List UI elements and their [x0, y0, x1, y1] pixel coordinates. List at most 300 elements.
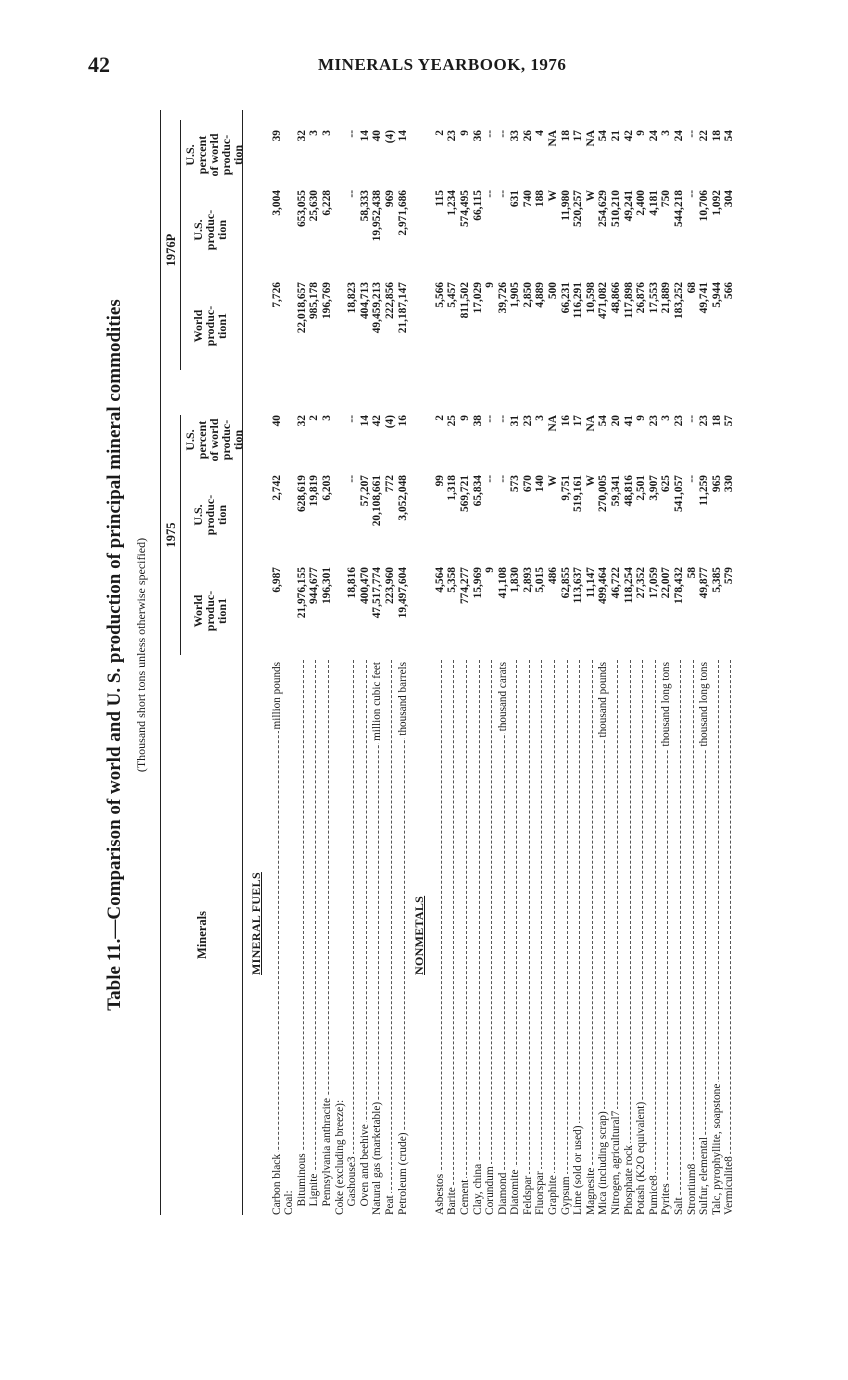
table-row — [334, 95, 347, 1215]
row-value-0: 19,497,604 — [396, 567, 409, 619]
row-label-text: Strontium8 — [685, 1163, 698, 1215]
row-label — [283, 660, 296, 1215]
row-value-5: 14 — [396, 130, 409, 142]
row-value-3: 5,566 — [433, 282, 446, 308]
top-rule — [160, 110, 161, 1215]
table-row — [497, 95, 510, 1215]
nonmetal-rows — [434, 95, 736, 1215]
table-row — [686, 95, 699, 1215]
running-head: MINERALS YEARBOOK, 1976 — [318, 55, 567, 74]
row-label — [334, 660, 347, 1215]
row-unit: thousand long tons — [698, 662, 711, 747]
row-value-3: 404,713 — [358, 282, 371, 320]
row-value-4: 19,952,438 — [371, 190, 384, 242]
row-value-5: NA — [584, 130, 597, 147]
row-value-2: 16 — [559, 415, 572, 427]
row-value-4: 3,004 — [270, 190, 283, 216]
row-label-text: Pennsylvania anthracite — [320, 1097, 333, 1215]
row-value-0: 486 — [547, 567, 560, 585]
row-value-0: 400,470 — [358, 567, 371, 605]
table-row — [434, 95, 447, 1215]
row-value-1: -- — [484, 475, 497, 483]
row-value-2: 17 — [572, 415, 585, 427]
row-value-3: 5,944 — [710, 282, 723, 308]
row-value-2: 42 — [371, 415, 384, 427]
row-value-2: 3 — [320, 415, 333, 421]
table-row — [484, 95, 497, 1215]
table-body — [246, 95, 736, 1215]
row-unit: thousand barrels — [396, 662, 409, 736]
row-value-1: 519,161 — [572, 475, 585, 513]
row-label-text: Gypsum — [559, 1176, 572, 1215]
row-label — [623, 660, 636, 1215]
row-label-text: Diamond — [496, 1172, 509, 1215]
table-row — [660, 95, 673, 1215]
row-label-text: Potash (K2O equivalent) — [635, 1101, 648, 1215]
row-value-2: 31 — [509, 415, 522, 427]
row-label — [434, 660, 447, 1215]
row-value-3: 9 — [484, 282, 497, 288]
row-value-2: -- — [484, 415, 497, 423]
row-value-5: NA — [547, 130, 560, 147]
row-value-3: 10,598 — [584, 282, 597, 314]
row-value-4: 49,241 — [622, 190, 635, 222]
row-value-4: 2,971,686 — [396, 190, 409, 236]
row-value-0: 178,432 — [673, 567, 685, 605]
table-row — [534, 95, 547, 1215]
row-value-4: 631 — [509, 190, 522, 208]
row-value-2: 14 — [358, 415, 371, 427]
row-value-5: 54 — [723, 130, 736, 142]
table-row — [648, 95, 661, 1215]
row-value-2: 25 — [446, 415, 459, 427]
table-row — [346, 95, 359, 1215]
row-value-0: 41,108 — [496, 567, 509, 599]
row-unit: million pounds — [270, 662, 283, 730]
row-value-4: 544,218 — [673, 190, 685, 228]
row-value-3: 49,459,213 — [371, 282, 384, 334]
row-value-3: 22,018,657 — [295, 282, 308, 334]
row-value-1: -- — [685, 475, 698, 483]
row-label — [446, 660, 459, 1215]
row-value-3: 49,741 — [698, 282, 711, 314]
row-value-2: NA — [584, 415, 597, 432]
row-label-text: Coke (excluding breeze): — [333, 1099, 346, 1215]
row-label — [723, 660, 736, 1215]
row-value-4: -- — [346, 190, 359, 198]
row-value-5: -- — [346, 130, 359, 138]
row-value-5: -- — [496, 130, 509, 138]
row-value-0: 223,960 — [383, 567, 396, 605]
header-rule — [242, 110, 243, 1215]
year-1975-header: 1975 — [164, 522, 178, 548]
col-world-1975: World produc- tion1 — [191, 590, 229, 632]
rotated-table — [96, 95, 786, 1215]
row-value-1: 2,742 — [270, 475, 283, 501]
row-value-4: 750 — [660, 190, 673, 208]
row-value-4: 115 — [433, 190, 446, 207]
row-label — [711, 660, 724, 1215]
row-label — [397, 660, 410, 1215]
row-value-5: 4 — [534, 130, 547, 136]
row-label-text: Bituminous — [295, 1153, 308, 1215]
row-value-4: 653,055 — [295, 190, 308, 228]
row-label — [547, 660, 560, 1215]
row-label-text: Diatomite — [509, 1169, 522, 1215]
row-label — [673, 660, 686, 1215]
row-value-5: 32 — [295, 130, 308, 142]
row-value-2: 9 — [458, 415, 471, 421]
table-row — [560, 95, 573, 1215]
row-label — [484, 660, 497, 1215]
row-value-3: 17,553 — [647, 282, 660, 314]
row-value-0: 62,855 — [559, 567, 572, 599]
table-row — [547, 95, 560, 1215]
row-value-1: 9,751 — [559, 475, 572, 501]
col-pct-1976: U.S. percent of world produc- tion — [183, 133, 245, 177]
row-value-4: 25,630 — [308, 190, 321, 222]
row-label — [635, 660, 648, 1215]
row-value-5: 33 — [509, 130, 522, 142]
row-label-text: Phosphate rock — [622, 1145, 635, 1215]
row-label-text: Petroleum (crude) — [396, 1132, 409, 1215]
row-value-3: 26,876 — [635, 282, 648, 314]
row-value-4: 740 — [521, 190, 534, 208]
row-value-0: 18,816 — [346, 567, 359, 599]
row-value-4: W — [547, 190, 560, 202]
row-label-text: Oven and beehive — [358, 1124, 371, 1215]
row-value-3: 68 — [685, 282, 698, 294]
row-value-2: 23 — [647, 415, 660, 427]
row-value-1: 625 — [660, 475, 673, 493]
row-label-text: Graphite — [547, 1175, 560, 1215]
row-value-2: 3 — [660, 415, 673, 421]
table-row — [723, 95, 736, 1215]
row-value-3: 18,823 — [346, 282, 359, 314]
row-value-1: 65,834 — [471, 475, 484, 507]
table-row — [572, 95, 585, 1215]
row-value-1: 628,619 — [295, 475, 308, 513]
row-label-text: Nitrogen, agricultural7 — [610, 1110, 623, 1215]
row-label — [509, 660, 522, 1215]
row-value-5: 17 — [572, 130, 585, 142]
row-value-0: 196,301 — [320, 567, 333, 605]
row-label-text: Sulfur, elemental — [698, 1137, 711, 1215]
row-value-2: 16 — [396, 415, 409, 427]
row-label — [271, 660, 284, 1215]
row-value-5: 21 — [610, 130, 623, 142]
table-row — [522, 95, 535, 1215]
row-value-0: 9 — [484, 567, 497, 573]
row-label-text: Fluorspar — [534, 1171, 547, 1215]
section-nonmetals: NONMETALS — [412, 895, 427, 975]
row-label-text: Corundum — [484, 1166, 497, 1215]
row-label-text: Pyrites — [660, 1183, 673, 1215]
row-value-5: (4) — [383, 130, 396, 144]
row-value-1: W — [584, 475, 597, 487]
row-label — [308, 660, 321, 1215]
row-unit: million cubic feet — [371, 662, 384, 741]
row-value-4: 254,629 — [597, 190, 610, 228]
row-label-text: Barite — [446, 1187, 459, 1215]
row-value-1: 20,108,661 — [371, 475, 384, 527]
row-value-4: -- — [484, 190, 497, 198]
row-value-3: 17,029 — [471, 282, 484, 314]
col-pct-1975: U.S. percent of world produc- tion — [183, 418, 245, 462]
row-label — [686, 660, 699, 1215]
row-value-1: 6,203 — [320, 475, 333, 501]
row-label-text: Coal: — [283, 1190, 296, 1215]
row-value-2: -- — [346, 415, 359, 423]
row-value-3: 39,726 — [496, 282, 509, 314]
row-value-5: 3 — [308, 130, 321, 136]
row-value-0: 2,893 — [521, 567, 534, 593]
row-value-4: 4,181 — [647, 190, 660, 216]
row-value-4: 1,092 — [710, 190, 723, 216]
row-value-4: 58,333 — [358, 190, 371, 222]
table-row — [397, 95, 410, 1215]
row-value-4: 6,228 — [320, 190, 333, 216]
row-value-0: 47,517,774 — [371, 567, 384, 619]
row-value-1: 19,819 — [308, 475, 321, 507]
row-label — [371, 660, 384, 1215]
row-value-4: -- — [496, 190, 509, 198]
table-row — [271, 95, 284, 1215]
table-row — [610, 95, 623, 1215]
row-value-3: 183,252 — [673, 282, 685, 320]
row-value-4: W — [584, 190, 597, 202]
row-value-0: 21,976,155 — [295, 567, 308, 619]
row-value-0: 46,722 — [610, 567, 623, 599]
row-label — [522, 660, 535, 1215]
page-number: 42 — [88, 52, 110, 77]
table-row — [472, 95, 485, 1215]
row-value-2: 18 — [710, 415, 723, 427]
row-label-text: Salt — [673, 1197, 685, 1215]
row-label — [359, 660, 372, 1215]
row-label-text: Carbon black — [270, 1153, 283, 1215]
row-value-5: 9 — [458, 130, 471, 136]
row-label — [296, 660, 309, 1215]
rule-1975 — [180, 415, 181, 655]
row-value-5: 18 — [559, 130, 572, 142]
row-value-0: 11,147 — [584, 567, 597, 598]
row-value-2: 57 — [723, 415, 736, 427]
table-row — [711, 95, 724, 1215]
table-row — [371, 95, 384, 1215]
row-value-4: 574,495 — [458, 190, 471, 228]
row-value-0: 5,385 — [710, 567, 723, 593]
row-value-2: 20 — [610, 415, 623, 427]
row-label-text: Clay, china — [471, 1163, 484, 1215]
row-value-1: 11,259 — [698, 475, 711, 506]
row-value-0: 5,015 — [534, 567, 547, 593]
row-value-5: 26 — [521, 130, 534, 142]
row-value-3: 5,457 — [446, 282, 459, 308]
row-value-2: 40 — [270, 415, 283, 427]
row-value-5: 2 — [433, 130, 446, 136]
table-row — [308, 95, 321, 1215]
col-us-1975: U.S. produc- tion — [191, 494, 229, 536]
table-row — [623, 95, 636, 1215]
row-value-5: 39 — [270, 130, 283, 142]
table-row — [459, 95, 472, 1215]
row-label — [384, 660, 397, 1215]
row-value-3: 21,889 — [660, 282, 673, 314]
row-label-text: Peat — [383, 1195, 396, 1215]
row-value-3: 985,178 — [308, 282, 321, 320]
row-value-1: -- — [346, 475, 359, 483]
row-value-3: 471,082 — [597, 282, 610, 320]
table-subcaption: (Thousand short tons unless otherwise specified) — [134, 537, 148, 773]
table-row — [635, 95, 648, 1215]
row-value-5: 9 — [635, 130, 648, 136]
row-value-4: 188 — [534, 190, 547, 208]
row-value-1: 48,816 — [622, 475, 635, 507]
row-value-3: 2,850 — [521, 282, 534, 308]
row-value-5: 36 — [471, 130, 484, 142]
row-value-0: 118,254 — [622, 567, 635, 604]
table-row — [698, 95, 711, 1215]
row-value-5: 40 — [371, 130, 384, 142]
minerals-header: Minerals — [195, 911, 209, 959]
row-value-0: 17,059 — [647, 567, 660, 599]
row-value-2: 9 — [635, 415, 648, 421]
row-value-5: 22 — [698, 130, 711, 142]
row-value-2: -- — [496, 415, 509, 423]
row-value-5: 3 — [320, 130, 333, 136]
row-label — [648, 660, 661, 1215]
row-label-text: Natural gas (marketable) — [371, 1101, 384, 1215]
row-value-2: -- — [685, 415, 698, 423]
table-row — [359, 95, 372, 1215]
table-row — [384, 95, 397, 1215]
row-label-text: Cement — [458, 1179, 471, 1215]
row-value-3: 566 — [723, 282, 736, 300]
row-value-4: 2,400 — [635, 190, 648, 216]
row-value-5: 18 — [710, 130, 723, 142]
row-value-5: -- — [685, 130, 698, 138]
row-value-3: 811,502 — [458, 282, 471, 319]
row-value-3: 1,905 — [509, 282, 522, 308]
row-value-4: 304 — [723, 190, 736, 208]
row-value-3: 7,726 — [270, 282, 283, 308]
table-row — [585, 95, 598, 1215]
row-value-2: 54 — [597, 415, 610, 427]
table-row — [296, 95, 309, 1215]
row-value-1: 2,501 — [635, 475, 648, 501]
row-value-2: 23 — [698, 415, 711, 427]
row-value-0: 774,277 — [458, 567, 471, 605]
row-label-text: Gashouse3 — [346, 1156, 359, 1215]
row-label-text: Vermiculite8 — [723, 1156, 736, 1215]
row-value-1: 670 — [521, 475, 534, 493]
col-us-1976: U.S. produc- tion — [191, 209, 229, 251]
row-value-1: W — [547, 475, 560, 487]
row-value-2: 38 — [471, 415, 484, 427]
row-label-text: Pumice8 — [647, 1175, 660, 1215]
table-row — [673, 95, 686, 1215]
row-value-5: -- — [484, 130, 497, 138]
row-value-1: 330 — [723, 475, 736, 493]
row-value-0: 15,969 — [471, 567, 484, 599]
row-label-text: Lignite — [308, 1173, 321, 1215]
row-label — [610, 660, 623, 1215]
row-value-5: 3 — [660, 130, 673, 136]
row-value-4: 10,706 — [698, 190, 711, 222]
row-label — [560, 660, 573, 1215]
row-value-0: 499,464 — [597, 567, 610, 605]
row-value-3: 500 — [547, 282, 560, 300]
row-value-4: 1,234 — [446, 190, 459, 216]
row-value-1: 965 — [710, 475, 723, 493]
table-row — [283, 95, 296, 1215]
row-value-2: 2 — [433, 415, 446, 421]
row-label-text: Feldspar — [521, 1175, 534, 1215]
row-label — [459, 660, 472, 1215]
row-value-2: 32 — [295, 415, 308, 427]
row-value-4: 11,980 — [559, 190, 572, 221]
row-value-4: -- — [685, 190, 698, 198]
fuels-rows — [271, 95, 410, 1215]
row-value-5: 23 — [446, 130, 459, 142]
col-world-1976: World produc- tion1 — [191, 305, 229, 347]
row-value-0: 1,830 — [509, 567, 522, 593]
row-label — [534, 660, 547, 1215]
row-label-text: Talc, pyrophyllite, soapstone — [710, 1083, 723, 1215]
row-value-1: 772 — [383, 475, 396, 493]
row-value-1: 270,005 — [597, 475, 610, 513]
rule-1976 — [180, 120, 181, 370]
row-value-5: 14 — [358, 130, 371, 142]
row-value-2: 2 — [308, 415, 321, 421]
row-value-2: 41 — [622, 415, 635, 427]
row-value-0: 944,677 — [308, 567, 321, 605]
table-row — [446, 95, 459, 1215]
row-label — [585, 660, 598, 1215]
row-label-text: Asbestos — [433, 1173, 446, 1215]
row-value-1: 3,052,048 — [396, 475, 409, 521]
row-value-1: 99 — [433, 475, 446, 487]
row-value-3: 66,231 — [559, 282, 572, 314]
section-mineral-fuels: MINERAL FUELS — [249, 872, 263, 975]
row-value-0: 4,564 — [433, 567, 446, 593]
row-value-2: 3 — [534, 415, 547, 421]
row-value-3: 48,866 — [610, 282, 623, 314]
row-value-0: 579 — [723, 567, 736, 585]
row-label-text: Mica (including scrap) — [597, 1111, 610, 1215]
row-value-1: 59,341 — [610, 475, 623, 507]
row-value-4: 66,115 — [471, 190, 484, 221]
row-value-3: 222,856 — [383, 282, 396, 320]
row-value-1: 3,907 — [647, 475, 660, 501]
row-value-2: NA — [547, 415, 560, 432]
row-value-1: 57,207 — [358, 475, 371, 507]
row-value-3: 21,187,147 — [396, 282, 409, 334]
row-value-1: 140 — [534, 475, 547, 493]
row-label-text: Magnesite — [584, 1167, 597, 1215]
row-value-3: 196,769 — [320, 282, 333, 320]
row-value-0: 27,352 — [635, 567, 648, 599]
row-label — [497, 660, 510, 1215]
row-value-1: 541,057 — [673, 475, 685, 513]
row-value-5: 24 — [647, 130, 660, 142]
row-value-3: 4,889 — [534, 282, 547, 308]
row-unit: thousand long tons — [660, 662, 673, 747]
row-value-1: 573 — [509, 475, 522, 493]
row-label-text: Lime (sold or used) — [572, 1125, 585, 1215]
year-1976-header: 1976P — [164, 233, 178, 267]
